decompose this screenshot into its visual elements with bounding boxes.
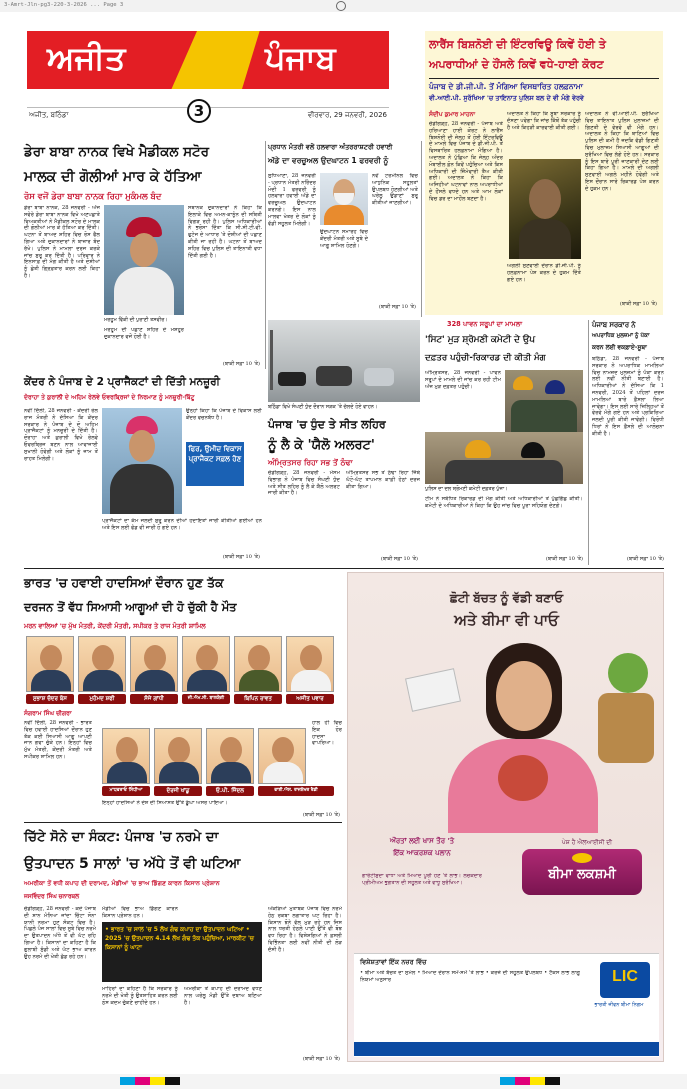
sit-photo-caption: ਪੁਲਿਸ ਦਾ ਦਲ ਸ਼੍ਰੋਮਣੀ ਕਮੇਟੀ ਦਫ਼ਤਰ ਪੁੱਜਾ। <box>425 486 508 492</box>
story-dera-subhead: ਰੋਸ ਵਜੋਂ ਡੇਰਾ ਬਾਬਾ ਨਾਨਕ ਰਿਹਾ ਮੁਕੰਮਲ ਬੰਦ <box>24 191 162 201</box>
story-dera-col3: ਸਥਾਨਕ ਦੁਕਾਨਦਾਰਾਂ ਨੇ ਕਿਹਾ ਕਿ ਇਲਾਕੇ ਵਿਚ ਅਮਨ-ਕਾਨੂੰਨ ਦੀ ਸਥਿਤੀ ਵਿਗੜ ਰਹੀ ਹੈ। ਪੁਲਿਸ ਅਧਿਕਾਰੀਆਂ ਨੇ ਭਰੋਸਾ ਦਿੱਤਾ ਕਿ ਸੀ.ਸੀ.ਟੀ.ਵੀ. ਫੁਟੇਜ ਦੇ ਆਧਾਰ 'ਤੇ ਦੋਸ਼ੀਆਂ ਦੀ ਪਛਾਣ ਕੀਤੀ ਜਾ ਰਹੀ ਹੈ। ਘਟਨਾ ਤੋਂ ਬਾਅਦ ਸ਼ਹਿਰ ਵਿਚ ਪੁਲਿਸ ਦੀ ਤਾਇਨਾਤੀ ਵਧਾ ਦਿੱਤੀ ਗਈ ਹੈ। <box>188 205 262 259</box>
ad-tagline-2: ਇੱਕ ਆਕਰਸ਼ਕ ਪਲਾਨ <box>393 849 451 857</box>
story-lawrence-subhead-2: ਵੀ.ਆਈ.ਪੀ. ਸੁਰੱਖਿਆ 'ਚ ਤਾਇਨਾਤ ਪੁਲਿਸ ਬਲ ਦੇ ਵੀ ਮੰਗੇ ਵੇਰਵੇ <box>429 94 584 102</box>
ad-plan-badge <box>522 849 642 895</box>
story-sit-col2: ਟੀਮ ਨੇ ਸਬੰਧਿਤ ਰਿਕਾਰਡ ਦੀ ਮੰਗ ਕੀਤੀ ਅਤੇ ਅਧਿਕਾਰੀਆਂ ਤੋਂ ਪੁੱਛਗਿੱਛ ਕੀਤੀ। ਕਮੇਟੀ ਦੇ ਅਧਿਕਾਰੀਆਂ ਨੇ ਕਿਹਾ ਕਿ ਉਹ ਜਾਂਚ ਵਿਚ ਪੂਰਾ ਸਹਿਯੋਗ ਦੇਣਗੇ। <box>425 496 583 509</box>
story-projects-headline: ਕੇਂਦਰ ਨੇ ਪੰਜਾਬ ਦੇ 2 ਪ੍ਰਾਜੈਕਟਾਂ ਦੀ ਦਿੱਤੀ ਮਨਜ਼ੂਰੀ <box>24 376 220 388</box>
ad-footer-strip <box>354 1042 659 1056</box>
portrait <box>154 728 202 784</box>
lic-brand-sub: ਭਾਰਤੀ ਜੀਵਨ ਬੀਮਾ ਨਿਗਮ <box>594 1002 644 1008</box>
story-pm-col1: ਲੁਧਿਆਣਾ, 28 ਜਨਵਰੀ - ਪ੍ਰਧਾਨ ਮੰਤਰੀ ਨਰਿੰਦਰ ਮੋਦੀ 1 ਫਰਵਰੀ ਨੂੰ ਹਲਵਾਰਾ ਹਵਾਈ ਅੱਡੇ ਦਾ ਵਰਚੂਅਲ ਉਦਘਾਟਨ ਕਰਨਗੇ। ਇਸ ਨਾਲ ਮਾਲਵਾ ਖੇਤਰ ਦੇ ਲੋਕਾਂ ਨੂੰ ਵੱਡੀ ਸਹੂਲਤ ਮਿਲੇਗੀ। <box>268 173 316 227</box>
headline-line: ਦਰਜਨ ਤੋਂ ਵੱਧ ਸਿਆਸੀ ਆਗੂਆਂ ਦੀ ਹੋ ਚੁੱਕੀ ਹੈ ਮੌਤ <box>24 600 237 614</box>
story-cotton-col2b: ਮਾਹਿਰਾਂ ਦਾ ਕਹਿਣਾ ਹੈ ਕਿ ਸਰਕਾਰ ਨੂੰ ਨਰਮੇ ਦੀ ਖੇਤੀ ਨੂੰ ਉਤਸ਼ਾਹਿਤ ਕਰਨ ਲਈ ਠੋਸ ਕਦਮ ਚੁੱਕਣੇ ਚਾਹੀਦੇ ਹਨ। <box>102 986 178 1006</box>
headline-line: ਪ੍ਰਧਾਨ ਮੰਤਰੀ ਵਲੋਂ ਹਲਵਾਰਾ ਅੰਤਰਰਾਸ਼ਟਰੀ ਹਵਾਈ <box>268 143 393 151</box>
story-cotton-col1: ਚੰਡੀਗੜ੍ਹ, 28 ਜਨਵਰੀ - ਕਦੇ ਪੰਜਾਬ ਦੀ ਸ਼ਾਨ ਮੰਨਿਆ ਜਾਂਦਾ ਚਿੱਟਾ ਸੋਨਾ ਯਾਨੀ ਨਰਮਾ ਹੁਣ ਸੰਕਟ ਵਿਚ ਹੈ। ਪਿਛਲੇ ਪੰਜ ਸਾਲਾਂ ਵਿਚ ਸੂਬੇ ਵਿਚ ਨਰਮੇ ਦਾ ਉਤਪਾਦਨ ਅੱਧੇ ਤੋਂ ਵੀ ਘੱਟ ਰਹਿ ਗਿਆ ਹੈ। ਕਿਸਾਨਾਂ ਦਾ ਕਹਿਣਾ ਹੈ ਕਿ ਗੁਲਾਬੀ ਸੁੰਡੀ ਅਤੇ ਘੱਟ ਭਾਅ ਕਾਰਨ ਉਹ ਨਰਮੇ ਦੀ ਖੇਤੀ ਛੱਡ ਰਹੇ ਹਨ। <box>24 906 96 960</box>
dera-victim-photo <box>104 205 184 315</box>
story-crashes-col1: ਨਵੀਂ ਦਿੱਲੀ, 28 ਜਨਵਰੀ - ਭਾਰਤ ਵਿਚ ਹਵਾਈ ਹਾਦਸਿਆਂ ਦੌਰਾਨ ਹੁਣ ਤੱਕ ਕਈ ਸਿਆਸੀ ਆਗੂ ਆਪਣੀ ਜਾਨ ਗਵਾ ਚੁੱਕੇ ਹਨ। ਇਨ੍ਹਾਂ ਵਿਚ ਮੁੱਖ ਮੰਤਰੀ, ਕੇਂਦਰੀ ਮੰਤਰੀ ਅਤੇ ਸਪੀਕਰ ਸ਼ਾਮਿਲ ਹਨ। <box>24 720 92 760</box>
continued-note: (ਬਾਕੀ ਸਫ਼ਾ 10 'ਤੇ) <box>619 301 657 307</box>
headline-line: ਅਪਰਾਧੀਆਂ ਦੇ ਹੌਂਸਲੇ ਕਿਵੇਂ ਵਧੇ-ਹਾਈ ਕੋਰਟ <box>429 58 604 71</box>
story-crashes <box>24 572 342 822</box>
portrait <box>26 636 74 692</box>
portrait-nameplate: ਸੁਭਾਸ਼ ਚੰਦਰ ਬੋਸ <box>26 694 74 704</box>
portrait <box>206 728 254 784</box>
fog-photo <box>268 320 420 402</box>
portrait <box>258 728 306 784</box>
portrait <box>130 636 178 692</box>
ad-info-panel <box>362 835 652 945</box>
ad-bullets: • ਬੀਮਾ ਅਤੇ ਬੱਚਤ ਦਾ ਸੁਮੇਲ • ਮਿਆਦ ਦੌਰਾਨ ਸਮੇਂ-ਸਮੇਂ 'ਤੇ ਲਾਭ • ਕਰਜ਼ੇ ਦੀ ਸਹੂਲਤ ਉਪਲਬਧ • ਟੈਕਸ ਲਾਭ ਲਾਗੂ ਨਿਯਮਾਂ ਅਨੁਸਾਰ <box>360 970 580 983</box>
portrait-nameplate: ਮੁਹੰਮਦ ਸ਼ਫੀ <box>78 694 126 704</box>
registration-mark-icon <box>336 1 346 11</box>
masthead-date: ਵੀਰਵਾਰ, 29 ਜਨਵਰੀ, 2026 <box>307 111 387 119</box>
portrait <box>286 636 334 692</box>
headline-line: ਨੂੰ ਲੈ ਕੇ 'ਯੈਲੋ ਅਲਰਟ' <box>268 438 375 453</box>
horizontal-rule <box>24 822 342 823</box>
story-lawrence-col2: ਅਦਾਲਤ ਨੇ ਕਿਹਾ ਕਿ ਸੂਬਾ ਸਰਕਾਰ ਨੂੰ ਦੱਸਣਾ ਪਵੇਗਾ ਕਿ ਜਾਂਚ ਕਿੱਥੋਂ ਤੱਕ ਪਹੁੰਚੀ ਹੈ ਅਤੇ ਕਿਹੜੀ ਕਾਰਵਾਈ ਕੀਤੀ ਗਈ। <box>507 111 581 131</box>
callout-text: ਫਿਰ, ਉਮੀਦ ਵਿਕਾਸ ਪ੍ਰਾਜੈਕਟ ਸਫ਼ਲ ਹੋਣ <box>188 445 242 463</box>
story-cotton-byline: ਜਸਵਿੰਦਰ ਸਿੰਘ ਚਨਾਰਥਲ <box>24 894 80 900</box>
masthead-name-left: ਅਜੀਤ <box>47 39 126 77</box>
story-lawrence-subhead-1: ਪੰਜਾਬ ਦੇ ਡੀ.ਜੀ.ਪੀ. ਤੋਂ ਮੰਗਿਆ ਵਿਸਥਾਰਿਤ ਹਲਫ਼ਨਾਮਾ <box>429 82 583 91</box>
sit-photo-2 <box>425 432 583 484</box>
story-sit-col1: ਅੰਮ੍ਰਿਤਸਰ, 28 ਜਨਵਰੀ - ਪਾਵਨ ਸਰੂਪਾਂ ਦੇ ਮਾਮਲੇ ਦੀ ਜਾਂਚ ਕਰ ਰਹੀ ਟੀਮ ਅੱਜ ਮੁੜ ਦਫ਼ਤਰ ਪਹੁੰਚੀ। <box>425 370 501 390</box>
story-projects-subhead: ਦੋਰਾਹਾ ਤੇ ਕੁਰਾਲੀ ਦੇ ਅਹਿਮ ਰੇਲਵੇ ਓਵਰਬ੍ਰਿਜਾਂ ਦੇ ਨਿਰਮਾਣ ਨੂੰ ਮਨਜ਼ੂਰੀ-ਬਿੱਟੂ <box>24 394 195 401</box>
ad-features-title: ਵਿਸ਼ੇਸ਼ਤਾਵਾਂ ਇੱਕ ਨਜ਼ਰ ਵਿੱਚ <box>360 958 427 966</box>
story-cotton-highlight <box>102 922 262 982</box>
story-cotton-col2: ਮੰਡੀਆਂ ਵਿਚ ਭਾਅ ਡਿੱਗਣ ਕਾਰਨ ਕਿਸਾਨ ਪ੍ਰੇਸ਼ਾਨ ਹਨ। <box>102 906 178 918</box>
ad-plan-name: ਬੀਮਾ ਲਕਸ਼ਮੀ <box>548 867 616 882</box>
story-projects-col3: ਉਨ੍ਹਾਂ ਕਿਹਾ ਕਿ ਪੰਜਾਬ ਦੇ ਵਿਕਾਸ ਲਈ ਕੇਂਦਰ ਵਚਨਬੱਧ ਹੈ। <box>186 408 262 421</box>
story-pm-col3: ਨਵੇਂ ਟਰਮੀਨਲ ਵਿਚ ਆਧੁਨਿਕ ਸਹੂਲਤਾਂ ਉਪਲਬਧ ਹੋਣਗੀਆਂ ਅਤੇ ਘਰੇਲੂ ਉਡਾਣਾਂ ਸ਼ੁਰੂ ਕੀਤੀਆਂ ਜਾਣਗੀਆਂ। <box>372 173 418 207</box>
story-crashes-col2: ਹਾਲ ਹੀ ਵਿਚ ਇਕ ਹੋਰ ਹਾਦਸਾ ਵਾਪਰਿਆ। <box>312 720 342 747</box>
headline-line: ਭਾਰਤ 'ਚ ਹਵਾਈ ਹਾਦਸਿਆਂ ਦੌਰਾਨ ਹੁਣ ਤੱਕ <box>24 575 224 590</box>
story-sit-kicker: 328 ਪਾਵਨ ਸਰੂਪਾਂ ਦਾ ਮਾਮਲਾ <box>447 320 523 328</box>
continued-note: (ਬਾਕੀ ਸਫ਼ਾ 10 'ਤੇ) <box>222 361 260 367</box>
horizontal-rule <box>24 568 664 569</box>
portrait-nameplate: ਵਾਈ.ਐਸ. ਰਾਜਸ਼ੇਖਰ ਰੈਡੀ <box>258 786 334 796</box>
portrait-nameplate: ਅਜੀਤ ਪਵਾਰ <box>286 694 334 704</box>
lic-advertisement <box>347 572 664 1062</box>
fog-photo-caption: ਬਠਿੰਡਾ ਵਿਖੇ ਸੰਘਣੀ ਧੁੰਦ ਦੌਰਾਨ ਸੜਕ 'ਤੇ ਚੱਲਦੇ ਹੋਏ ਵਾਹਨ। <box>268 404 378 410</box>
story-projects-callout <box>186 442 244 486</box>
lic-logo <box>600 962 650 998</box>
story-fog-col2: ਅੰਮ੍ਰਿਤਸਰ ਸਭ ਤੋਂ ਠੰਢਾ ਰਿਹਾ ਜਿੱਥੇ ਘੱਟੋ-ਘੱਟ ਤਾਪਮਾਨ ਕਾਫ਼ੀ ਹੇਠਾਂ ਦਰਜ ਕੀਤਾ ਗਿਆ। <box>346 470 420 490</box>
story-crashes-col3: ਇਨ੍ਹਾਂ ਹਾਦਸਿਆਂ ਨੇ ਦੇਸ਼ ਦੀ ਸਿਆਸਤ ਉੱਤੇ ਡੂੰਘਾ ਅਸਰ ਪਾਇਆ। <box>102 800 228 806</box>
continued-note: (ਬਾਕੀ ਸਫ਼ਾ 10 'ਤੇ) <box>222 554 260 560</box>
scan-header-text: 3-Amrt-Jln-pg3-220-3-2026 ... Page 3 <box>4 2 124 8</box>
story-cotton-subhead: ਅਮਰੀਕਾ ਤੋਂ ਵਧੀ ਕਪਾਹ ਦੀ ਦਰਾਮਦ, ਮੰਡੀਆਂ 'ਚ ਭਾਅ ਡਿੱਗਣ ਕਾਰਨ ਕਿਸਾਨ ਪ੍ਰੇਸ਼ਾਨ <box>24 880 220 887</box>
headline-line: ਪੰਜਾਬ 'ਚ ਧੁੰਦ ਤੇ ਸੀਤ ਲਹਿਰ <box>268 418 386 431</box>
continued-note: (ਬਾਕੀ ਸਫ਼ਾ 10 'ਤੇ) <box>545 556 583 562</box>
divider <box>429 78 659 79</box>
ad-vegetables <box>598 653 658 773</box>
continued-note: (ਬਾਕੀ ਸਫ਼ਾ 10 'ਤੇ) <box>302 1056 340 1062</box>
continued-note: (ਬਾਕੀ ਸਫ਼ਾ 10 'ਤੇ) <box>626 556 664 562</box>
headline-line: ਉਤਪਾਦਨ 5 ਸਾਲਾਂ 'ਚ ਅੱਧੇ ਤੋਂ ਵੀ ਘਟਿਆ <box>24 856 241 872</box>
headline-line: 'ਸਿਟ' ਮੁੜ ਸ਼੍ਰੋਮਣੀ ਕਮੇਟੀ ਦੇ ਉਪ <box>425 335 535 345</box>
headline-line: ਮਾਲਕ ਦੀ ਗੋਲੀਆਂ ਮਾਰ ਕੇ ਹੱਤਿਆ <box>24 169 202 185</box>
ad-headline-line2: ਅਤੇ ਬੀਮਾ ਵੀ ਪਾਓ <box>454 611 559 629</box>
story-pm <box>268 141 418 316</box>
masthead-name-right: ਪੰਜਾਬ <box>265 39 336 77</box>
page-number-badge: 3 <box>187 99 211 123</box>
story-sarpanch <box>588 320 664 565</box>
story-crashes-subhead: ਮਰਨ ਵਾਲਿਆਂ 'ਚ ਮੁੱਖ ਮੰਤਰੀ, ਕੇਂਦਰੀ ਮੰਤਰੀ, ਸਪੀਕਰ ਤੇ ਰਾਜ ਮੰਤਰੀ ਸ਼ਾਮਿਲ <box>24 622 206 630</box>
column-rule <box>265 141 266 369</box>
portrait-nameplate: ਮਾਧਵਰਾਓ ਸਿੰਧੀਆ <box>102 786 150 796</box>
lawrence-photo <box>509 159 581 259</box>
ad-model-illustration <box>408 643 628 833</box>
story-pm-col2: ਉਦਘਾਟਨ ਸਮਾਰੋਹ ਵਿਚ ਕੇਂਦਰੀ ਮੰਤਰੀ ਅਤੇ ਸੂਬੇ ਦੇ ਆਗੂ ਸ਼ਾਮਿਲ ਹੋਣਗੇ। <box>320 229 368 249</box>
story-fog <box>268 320 420 565</box>
scan-header <box>0 0 687 12</box>
portrait-nameplate: ਬਿਪਿਨ ਰਾਵਤ <box>234 694 282 704</box>
ad-tagline-1: ਔਰਤਾਂ ਲਈ ਖਾਸ ਤੌਰ 'ਤੇ <box>389 837 455 845</box>
story-fog-subhead: ਅੰਮ੍ਰਿਤਸਰ ਰਿਹਾ ਸਭ ਤੋਂ ਠੰਢਾ <box>268 458 353 467</box>
story-lawrence-col1: ਚੰਡੀਗੜ੍ਹ, 28 ਜਨਵਰੀ - ਪੰਜਾਬ ਅਤੇ ਹਰਿਆਣਾ ਹਾਈ ਕੋਰਟ ਨੇ ਲਾਰੈਂਸ ਬਿਸ਼ਨੋਈ ਦੀ ਜੇਲ੍ਹ ਤੋਂ ਹੋਈ ਇੰਟਰਵਿਊ ਦੇ ਮਾਮਲੇ ਵਿਚ ਪੰਜਾਬ ਦੇ ਡੀ.ਜੀ.ਪੀ. ਤੋਂ ਵਿਸਥਾਰਿਤ ਹਲਫ਼ਨਾਮਾ ਮੰਗਿਆ ਹੈ। ਅਦਾਲਤ ਨੇ ਪੁੱਛਿਆ ਕਿ ਜੇਲ੍ਹ ਅੰਦਰ ਮੋਬਾਈਲ ਫ਼ੋਨ ਕਿਵੇਂ ਪਹੁੰਚਿਆ ਅਤੇ ਕਿਸ ਅਧਿਕਾਰੀ ਦੀ ਜ਼ਿੰਮੇਵਾਰੀ ਤੈਅ ਕੀਤੀ ਗਈ। ਅਦਾਲਤ ਨੇ ਕਿਹਾ ਕਿ ਅਜਿਹੀਆਂ ਘਟਨਾਵਾਂ ਨਾਲ ਅਪਰਾਧੀਆਂ ਦੇ ਹੌਂਸਲੇ ਵਧਦੇ ਹਨ ਅਤੇ ਆਮ ਲੋਕਾਂ ਵਿਚ ਡਰ ਦਾ ਮਾਹੌਲ ਬਣਦਾ ਹੈ। <box>429 121 503 202</box>
story-lawrence-col3: ਅਦਾਲਤ ਨੇ ਵੀ.ਆਈ.ਪੀ. ਸੁਰੱਖਿਆ ਵਿਚ ਤਾਇਨਾਤ ਪੁਲਿਸ ਮੁਲਾਜ਼ਮਾਂ ਦੀ ਗਿਣਤੀ ਦੇ ਵੇਰਵੇ ਵੀ ਮੰਗੇ ਹਨ। ਅਦਾਲਤ ਨੇ ਕਿਹਾ ਕਿ ਥਾਣਿਆਂ ਵਿਚ ਪੁਲਿਸ ਦੀ ਕਮੀ ਹੈ ਜਦਕਿ ਵੱਡੀ ਗਿਣਤੀ ਵਿਚ ਮੁਲਾਜ਼ਮ ਸਿਆਸੀ ਆਗੂਆਂ ਦੀ ਸੁਰੱਖਿਆ ਵਿਚ ਲੱਗੇ ਹੋਏ ਹਨ। ਸਰਕਾਰ ਨੂੰ ਇਸ ਬਾਰੇ ਪੂਰੀ ਜਾਣਕਾਰੀ ਦੇਣ ਲਈ ਕਿਹਾ ਗਿਆ ਹੈ। ਮਾਮਲੇ ਦੀ ਅਗਲੀ ਸੁਣਵਾਈ ਅਗਲੇ ਮਹੀਨੇ ਹੋਵੇਗੀ ਅਤੇ ਇਸ ਦੌਰਾਨ ਸਾਰੇ ਰਿਕਾਰਡ ਪੇਸ਼ ਕਰਨ ਦੇ ਹੁਕਮ ਹਨ। <box>585 111 659 192</box>
continued-note: (ਬਾਕੀ ਸਫ਼ਾ 10 'ਤੇ) <box>378 304 416 310</box>
headline-line: ਚਿੱਟੇ ਸੋਨੇ ਦਾ ਸੰਕਟ: ਪੰਜਾਬ 'ਚ ਨਰਮੇ ਦਾ <box>24 830 219 845</box>
ad-features-text: ਗਾਰੰਟੀਸ਼ੁਦਾ ਵਾਧਾ ਅਤੇ ਮਿਆਦ ਪੂਰੀ ਹੋਣ 'ਤੇ ਲਾਭ। ਲਚਕਦਾਰ ਪ੍ਰੀਮੀਅਮ ਭੁਗਤਾਨ ਦੀ ਸਹੂਲਤ ਅਤੇ ਵਾਧੂ ਸੁਰੱਖਿਆ। <box>362 873 482 886</box>
story-cotton-col4: ਅੰਕੜਿਆਂ ਮੁਤਾਬਕ ਪੰਜਾਬ ਵਿਚ ਨਰਮੇ ਹੇਠ ਰਕਬਾ ਲਗਾਤਾਰ ਘਟ ਰਿਹਾ ਹੈ। ਕਿਸਾਨ ਝੋਨੇ ਵੱਲ ਮੁੜ ਰਹੇ ਹਨ ਜਿਸ ਨਾਲ ਧਰਤੀ ਹੇਠਲੇ ਪਾਣੀ ਉੱਤੇ ਵੀ ਬੋਝ ਵਧ ਰਿਹਾ ਹੈ। ਵਿਸ਼ੇਸ਼ਗਿਆਂ ਨੇ ਫ਼ਸਲੀ ਵਿਭਿੰਨਤਾ ਲਈ ਨਵੀਂ ਨੀਤੀ ਦੀ ਲੋੜ ਦੱਸੀ ਹੈ। <box>268 906 342 953</box>
registration-color-bar <box>0 1074 687 1089</box>
column-rule <box>421 141 422 317</box>
masthead-edition: ਅਜੀਤ, ਬਠਿੰਡਾ <box>29 111 69 119</box>
story-lawrence-byline: ਸੰਦੀਪ ਕੁਮਾਰ ਮਾਹਨਾ <box>429 111 476 118</box>
headline-line: ਕਰਨ ਲਈ ਵਕਫ਼ਾਏ-ਸੂਬਾ <box>592 344 647 351</box>
headline-line: ਅੱਡੇ ਦਾ ਵਰਚੂਅਲ ਉਦਘਾਟਨ 1 ਫਰਵਰੀ ਨੂੰ <box>268 156 389 165</box>
portrait <box>78 636 126 692</box>
portrait <box>102 728 150 784</box>
portrait-nameplate: ਦੋਰਜੀ ਖਾਂਡੂ <box>154 786 202 796</box>
dera-photo-caption: ਮਰਹੂਮ ਵਿੱਕੀ ਦੀ ਪੁਰਾਣੀ ਤਸਵੀਰ। <box>104 317 168 323</box>
butterfly-icon <box>572 853 592 863</box>
headline-line: ਅਪਰਾਧਿਕ ਮੁਲਜ਼ਮਾਂ ਨੂੰ ਪੱਕਾ <box>592 333 650 339</box>
headline-line: ਪੰਜਾਬ ਸਰਕਾਰ ਨੇ <box>592 321 636 329</box>
ad-tagline-box <box>362 835 482 871</box>
portrait-nameplate: ਓ.ਪੀ. ਜਿੰਦਲ <box>206 786 254 796</box>
portrait <box>182 636 230 692</box>
story-lawrence <box>425 31 663 315</box>
portrait-nameplate: ਸੰਜੇ ਗਾਂਧੀ <box>130 694 178 704</box>
story-crashes-byline: ਸੰਗਰਾਮ ਸਿੰਘ ਚੀਗਰਾ <box>24 710 72 717</box>
story-cotton <box>24 822 342 1062</box>
story-projects-col1: ਨਵੀਂ ਦਿੱਲੀ, 28 ਜਨਵਰੀ - ਕੇਂਦਰੀ ਰੇਲ ਰਾਜ ਮੰਤਰੀ ਨੇ ਦੱਸਿਆ ਕਿ ਕੇਂਦਰ ਸਰਕਾਰ ਨੇ ਪੰਜਾਬ ਦੇ ਦੋ ਅਹਿਮ ਪ੍ਰਾਜੈਕਟਾਂ ਨੂੰ ਮਨਜ਼ੂਰੀ ਦੇ ਦਿੱਤੀ ਹੈ। ਦੋਰਾਹਾ ਅਤੇ ਕੁਰਾਲੀ ਵਿਖੇ ਰੇਲਵੇ ਓਵਰਬ੍ਰਿਜ ਬਣਨ ਨਾਲ ਆਵਾਜਾਈ ਸੁਖਾਲੀ ਹੋਵੇਗੀ ਅਤੇ ਲੋਕਾਂ ਨੂੰ ਜਾਮ ਤੋਂ ਰਾਹਤ ਮਿਲੇਗੀ। <box>24 408 98 462</box>
portrait-nameplate: ਜੀ.ਐਮ.ਸੀ. ਬਾਲਯੋਗੀ <box>182 694 230 704</box>
continued-note: (ਬਾਕੀ ਸਫ਼ਾ 10 'ਤੇ) <box>380 556 418 562</box>
story-projects-col2: ਪ੍ਰਾਜੈਕਟਾਂ ਦਾ ਕੰਮ ਜਲਦੀ ਸ਼ੁਰੂ ਕਰਨ ਦੀਆਂ ਹਦਾਇਤਾਂ ਜਾਰੀ ਕੀਤੀਆਂ ਗਈਆਂ ਹਨ ਅਤੇ ਇਸ ਲਈ ਫੰਡ ਵੀ ਜਾਰੀ ਹੋ ਗਏ ਹਨ। <box>102 518 262 531</box>
story-dera <box>24 141 262 371</box>
story-projects <box>24 374 262 564</box>
story-dera-col1: ਡੇਰਾ ਬਾਬਾ ਨਾਨਕ, 28 ਜਨਵਰੀ - ਅੱਜ ਸਵੇਰੇ ਡੇਰਾ ਬਾਬਾ ਨਾਨਕ ਵਿਖੇ ਅਣਪਛਾਤੇ ਵਿਅਕਤੀਆਂ ਨੇ ਮੈਡੀਕਲ ਸਟੋਰ ਦੇ ਮਾਲਕ ਦੀ ਗੋਲੀਆਂ ਮਾਰ ਕੇ ਹੱਤਿਆ ਕਰ ਦਿੱਤੀ। ਘਟਨਾ ਤੋਂ ਬਾਅਦ ਸ਼ਹਿਰ ਵਿਚ ਰੋਸ ਫੈਲ ਗਿਆ ਅਤੇ ਦੁਕਾਨਦਾਰਾਂ ਨੇ ਬਾਜ਼ਾਰ ਬੰਦ ਰੱਖੇ। ਪੁਲਿਸ ਨੇ ਮਾਮਲਾ ਦਰਜ ਕਰਕੇ ਜਾਂਚ ਸ਼ੁਰੂ ਕਰ ਦਿੱਤੀ ਹੈ। ਪਰਿਵਾਰ ਨੇ ਇਨਸਾਫ਼ ਦੀ ਮੰਗ ਕੀਤੀ ਹੈ ਅਤੇ ਦੋਸ਼ੀਆਂ ਨੂੰ ਛੇਤੀ ਗ੍ਰਿਫ਼ਤਾਰ ਕਰਨ ਲਈ ਕਿਹਾ ਹੈ। <box>24 205 100 279</box>
story-lawrence-col2b: ਅਗਲੀ ਸੁਣਵਾਈ ਦੌਰਾਨ ਡੀ.ਜੀ.ਪੀ. ਨੂੰ ਹਲਫ਼ਨਾਮਾ ਪੇਸ਼ ਕਰਨ ਦੇ ਹੁਕਮ ਦਿੱਤੇ ਗਏ ਹਨ। <box>507 263 581 283</box>
story-fog-col1: ਚੰਡੀਗੜ੍ਹ, 28 ਜਨਵਰੀ - ਮੌਸਮ ਵਿਭਾਗ ਨੇ ਪੰਜਾਬ ਵਿਚ ਸੰਘਣੀ ਧੁੰਦ ਅਤੇ ਸੀਤ ਲਹਿਰ ਨੂੰ ਲੈ ਕੇ ਯੈਲੋ ਅਲਰਟ ਜਾਰੀ ਕੀਤਾ ਹੈ। <box>268 470 340 497</box>
story-cotton-col3: ਅਮਰੀਕਾ ਤੋਂ ਕਪਾਹ ਦੀ ਦਰਾਮਦ ਵਧਣ ਨਾਲ ਘਰੇਲੂ ਮੰਡੀ ਉੱਤੇ ਦਬਾਅ ਬਣਿਆ ਹੈ। <box>184 986 262 1006</box>
headline-line: ਡੇਰਾ ਬਾਬਾ ਨਾਨਕ ਵਿਖੇ ਮੈਡੀਕਲ ਸਟੋਰ <box>24 145 209 160</box>
pm-photo <box>320 173 368 225</box>
story-sit <box>425 320 585 565</box>
story-lawrence-headline <box>429 35 661 75</box>
story-sarpanch-body: ਬਠਿੰਡਾ, 28 ਜਨਵਰੀ - ਪੰਜਾਬ ਸਰਕਾਰ ਨੇ ਅਪਰਾਧਿਕ ਮਾਮਲਿਆਂ ਵਿਚ ਨਾਮਜ਼ਦ ਮੁਲਜ਼ਮਾਂ ਨੂੰ ਪੱਕਾ ਕਰਨ ਲਈ ਨਵੀਂ ਨੀਤੀ ਬਣਾਈ ਹੈ। ਅਧਿਕਾਰੀਆਂ ਨੇ ਦੱਸਿਆ ਕਿ 1 ਜਨਵਰੀ, 2024 ਤੋਂ ਪਹਿਲਾਂ ਦਰਜ ਮਾਮਲਿਆਂ ਬਾਰੇ ਫ਼ੈਸਲਾ ਲਿਆ ਜਾਵੇਗਾ। ਇਸ ਲਈ ਸਾਰੇ ਜ਼ਿਲ੍ਹਿਆਂ ਤੋਂ ਵੇਰਵੇ ਮੰਗੇ ਗਏ ਹਨ ਅਤੇ ਪ੍ਰਕਿਰਿਆ ਜਲਦੀ ਪੂਰੀ ਕੀਤੀ ਜਾਵੇਗੀ। ਵਿਰੋਧੀ ਧਿਰਾਂ ਨੇ ਇਸ ਫ਼ੈਸਲੇ ਦੀ ਆਲੋਚਨਾ ਕੀਤੀ ਹੈ। <box>592 356 664 437</box>
story-dera-col2: ਮਰਹੂਮ ਦੀ ਪਛਾਣ ਸ਼ਹਿਰ ਦੇ ਮਸ਼ਹੂਰ ਦੁਕਾਨਦਾਰ ਵਜੋਂ ਹੋਈ ਹੈ। <box>104 327 184 340</box>
bittu-photo <box>102 408 182 514</box>
ad-plan-label: ਪੇਸ਼ ਹੈ ਐਲਆਈਸੀ ਦੀ <box>561 839 613 846</box>
headline-line: ਦਫ਼ਤਰ ਪਹੁੰਚੀ-ਰਿਕਾਰਡ ਦੀ ਕੀਤੀ ਮੰਗ <box>425 353 546 363</box>
highlight-text: • ਭਾਰਤ 'ਚ ਸਾਲ 'ਚ 5 ਲੱਖ ਗੰਢ ਕਪਾਹ ਦਾ ਉਤਪਾਦਨ ਘਟਿਆ • 2025 'ਚ ਉਤਪਾਦਨ 4.14 ਲੱਖ ਗੰਢ ਤੱਕ ਪਹੁੰਚਿਆ, ਮਾਰਕੀਟ 'ਚ ਕਿਸਾਨਾਂ ਨੂੰ ਘਾਟਾ <box>105 926 254 951</box>
sit-photo <box>505 370 583 432</box>
headline-line: ਲਾਰੈਂਸ ਬਿਸ਼ਨੋਈ ਦੀ ਇੰਟਰਵਿਊ ਕਿਵੇਂ ਹੋਈ ਤੇ <box>429 38 606 51</box>
lic-logo-text: LIC <box>612 968 638 985</box>
ad-headline-line1: ਛੋਟੀ ਬੱਚਤ ਨੂੰ ਵੱਡੀ ਬਣਾਓ <box>449 591 564 605</box>
masthead <box>27 31 389 124</box>
continued-note: (ਬਾਕੀ ਸਫ਼ਾ 10 'ਤੇ) <box>302 812 340 818</box>
portrait <box>234 636 282 692</box>
ad-bottom-panel <box>354 953 659 1057</box>
